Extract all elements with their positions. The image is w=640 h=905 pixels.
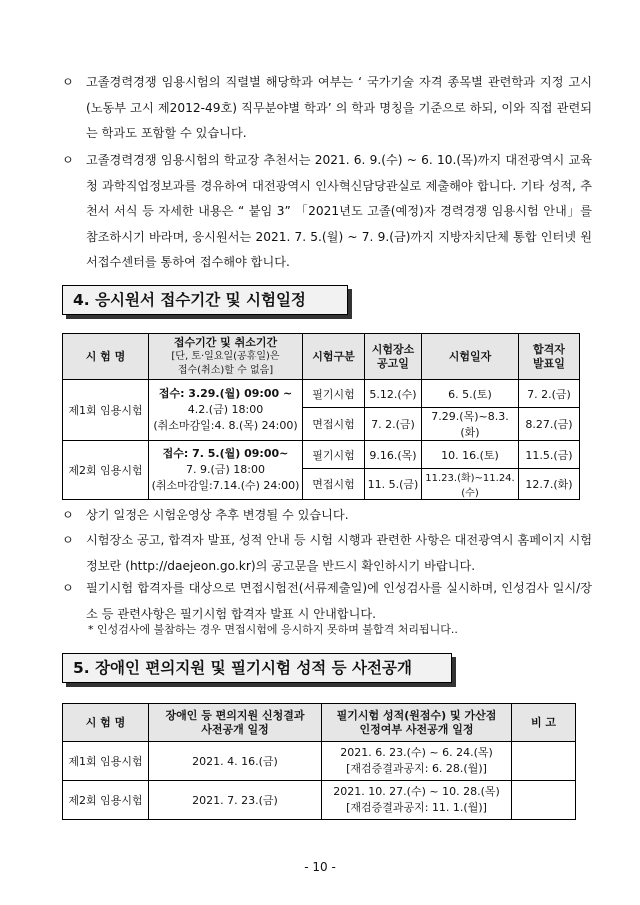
header-result-line1: 합격자 <box>533 342 565 356</box>
header-exam-name: 시 험 명 <box>63 704 149 742</box>
cancel-deadline: (취소마감일:4. 8.(목) 24:00) <box>153 419 298 432</box>
paragraph-text: 시험장소 공고, 합격자 발표, 성적 안내 등 시험 시행과 관련한 사항은 대전광역시 홈페이지 시험정보란 (http://daejeon.go.kr)의 공고문을 반드시 확인하시기 바랍니다. <box>86 533 592 573</box>
notice-date-cell: 9.16.(목) <box>365 441 422 469</box>
header-venue-line2: 공고일 <box>377 356 409 370</box>
header-application-period <box>149 334 303 380</box>
disclosure-table <box>62 703 576 820</box>
bullet-icon: ㅇ <box>62 75 74 89</box>
header-score-schedule <box>322 704 512 742</box>
exam-type-cell: 필기시험 <box>303 441 365 469</box>
remarks-cell <box>512 742 576 781</box>
recheck-notice: [재검증결과공지: 11. 1.(월)] <box>346 801 487 814</box>
page-number: - 10 - <box>304 860 336 874</box>
exam-name-cell: 제2회 임용시험 <box>63 781 149 820</box>
exam-name-cell: 제1회 임용시험 <box>63 380 149 441</box>
header-venue-line1: 시험장소 <box>371 342 415 356</box>
exam-name-cell: 제2회 임용시험 <box>63 441 149 500</box>
paragraph-homepage-notice <box>62 528 592 579</box>
header-remarks: 비 고 <box>512 704 576 742</box>
result-date-cell: 12.7.(화) <box>519 469 580 500</box>
exam-type-cell: 면접시험 <box>303 408 365 441</box>
support-date-cell: 2021. 4. 16.(금) <box>149 742 322 781</box>
exam-date-cell: 6. 5.(토) <box>422 380 519 408</box>
header-support-line1: 장애인 등 편의지원 신청결과 <box>165 708 305 722</box>
section-4-title: 4. 응시원서 접수기간 및 시험일정 <box>62 285 348 315</box>
header-period-note2: 접수(취소)할 수 없음] <box>177 364 274 376</box>
period-line1: 접수: 3.29.(월) 09:00 ~ <box>158 387 293 400</box>
period-cell <box>149 441 303 500</box>
cancel-deadline: (취소마감일:7.14.(수) 24:00) <box>151 479 300 492</box>
support-date-cell: 2021. 7. 23.(금) <box>149 781 322 820</box>
exam-type-cell: 면접시험 <box>303 469 365 500</box>
schedule-table <box>62 333 580 500</box>
exam-name-cell: 제1회 임용시험 <box>63 742 149 781</box>
paragraph-department-criteria <box>62 70 592 147</box>
header-result-date <box>519 334 580 380</box>
paragraph-personality-test <box>62 576 592 627</box>
result-date-cell: 11.5.(금) <box>519 441 580 469</box>
bullet-icon: ㅇ <box>62 581 74 595</box>
header-support-line2: 사전공개 일정 <box>201 722 269 736</box>
paragraph-text: 고졸경력경쟁 임용시험의 직렬별 해당학과 여부는 ‘ 국가기술 자격 종목별 관련학과 지정 고시(노동부 고시 제2012-49호) 직무분야별 학과’ 의 학과 명칭을 기준으로 하되, 이와 직접 관련되는 학과도 포함할 수 있습니다. <box>86 75 592 140</box>
table-row <box>63 742 576 781</box>
score-date-cell <box>322 781 512 820</box>
exam-date-cell: 7.29.(목)~8.3.(화) <box>422 408 519 441</box>
header-score-line2: 인정여부 사전공개 일정 <box>359 722 474 736</box>
notice-date-cell: 11. 5.(금) <box>365 469 422 500</box>
remarks-cell <box>512 781 576 820</box>
notice-date-cell: 7. 2.(금) <box>365 408 422 441</box>
header-support-schedule <box>149 704 322 742</box>
header-venue-notice <box>365 334 422 380</box>
header-exam-date: 시험일자 <box>422 334 519 380</box>
table-row <box>63 380 580 408</box>
table-row <box>63 781 576 820</box>
header-period-note1: [단, 토·일요일(공휴일)은 <box>171 350 280 362</box>
footnote: * 인성검사에 불참하는 경우 면접시험에 응시하지 못하며 불합격 처리됩니다.. <box>88 623 458 636</box>
paragraph-text: 상기 일정은 시험운영상 추후 변경될 수 있습니다. <box>86 508 349 522</box>
result-date-cell: 7. 2.(금) <box>519 380 580 408</box>
header-result-line2: 발표일 <box>533 356 565 370</box>
paragraph-text: 필기시험 합격자를 대상으로 면접시험전(서류제출일)에 인성검사를 실시하며, 인성검사 일시/장소 등 관련사항은 필기시험 합격자 발표 시 안내합니다. <box>86 581 592 621</box>
notice-date-cell: 5.12.(수) <box>365 380 422 408</box>
paragraph-schedule-change <box>62 503 592 529</box>
score-period: 2021. 6. 23.(수) ~ 6. 24.(목) <box>340 746 493 759</box>
exam-date-cell: 10. 16.(토) <box>422 441 519 469</box>
exam-date-cell: 11.23.(화)~11.24.(수) <box>422 469 519 500</box>
bullet-icon: ㅇ <box>62 508 74 522</box>
header-exam-type: 시험구분 <box>303 334 365 380</box>
table-row <box>63 441 580 469</box>
paragraph-text: 고졸경력경쟁 임용시험의 학교장 추천서는 2021. 6. 9.(수) ~ 6. 10.(목)까지 대전광역시 교육청 과학직업정보과를 경유하여 대전광역시 인사혁신담당관실로 제출해야 합니다. 기타 성적, 추천서 서식 등 자세한 내용은 “ 붙임 3” 「2021년도 고졸(예정)자 경력경쟁 임용시험 안내」를 참조하시기 바라며, 응시원서는 2021. 7. 5.(월) ~ 7. 9.(금)까지 지방자치단체 통합 인터넷 원서접수센터를 통하여 접수해야 합니다. <box>86 153 592 269</box>
paragraph-recommendation <box>62 148 592 276</box>
table-header-row <box>63 704 576 742</box>
header-exam-name: 시 험 명 <box>63 334 149 380</box>
exam-type-cell: 필기시험 <box>303 380 365 408</box>
header-period-title: 접수기간 및 취소기간 <box>173 335 278 349</box>
period-line2: 4.2.(금) 18:00 <box>187 403 264 416</box>
period-line2: 7. 9.(금) 18:00 <box>186 463 265 476</box>
period-cell <box>149 380 303 441</box>
table-header-row <box>63 334 580 380</box>
period-line1: 접수: 7. 5.(월) 09:00~ <box>162 447 289 460</box>
recheck-notice: [재검증결과공지: 6. 28.(월)] <box>346 762 487 775</box>
score-date-cell <box>322 742 512 781</box>
header-score-line1: 필기시험 성적(원점수) 및 가산점 <box>336 708 497 722</box>
score-period: 2021. 10. 27.(수) ~ 10. 28.(목) <box>333 785 500 798</box>
section-5-title: 5. 장애인 편의지원 및 필기시험 성적 등 사전공개 <box>62 653 452 683</box>
result-date-cell: 8.27.(금) <box>519 408 580 441</box>
bullet-icon: ㅇ <box>62 153 74 167</box>
bullet-icon: ㅇ <box>62 533 74 547</box>
